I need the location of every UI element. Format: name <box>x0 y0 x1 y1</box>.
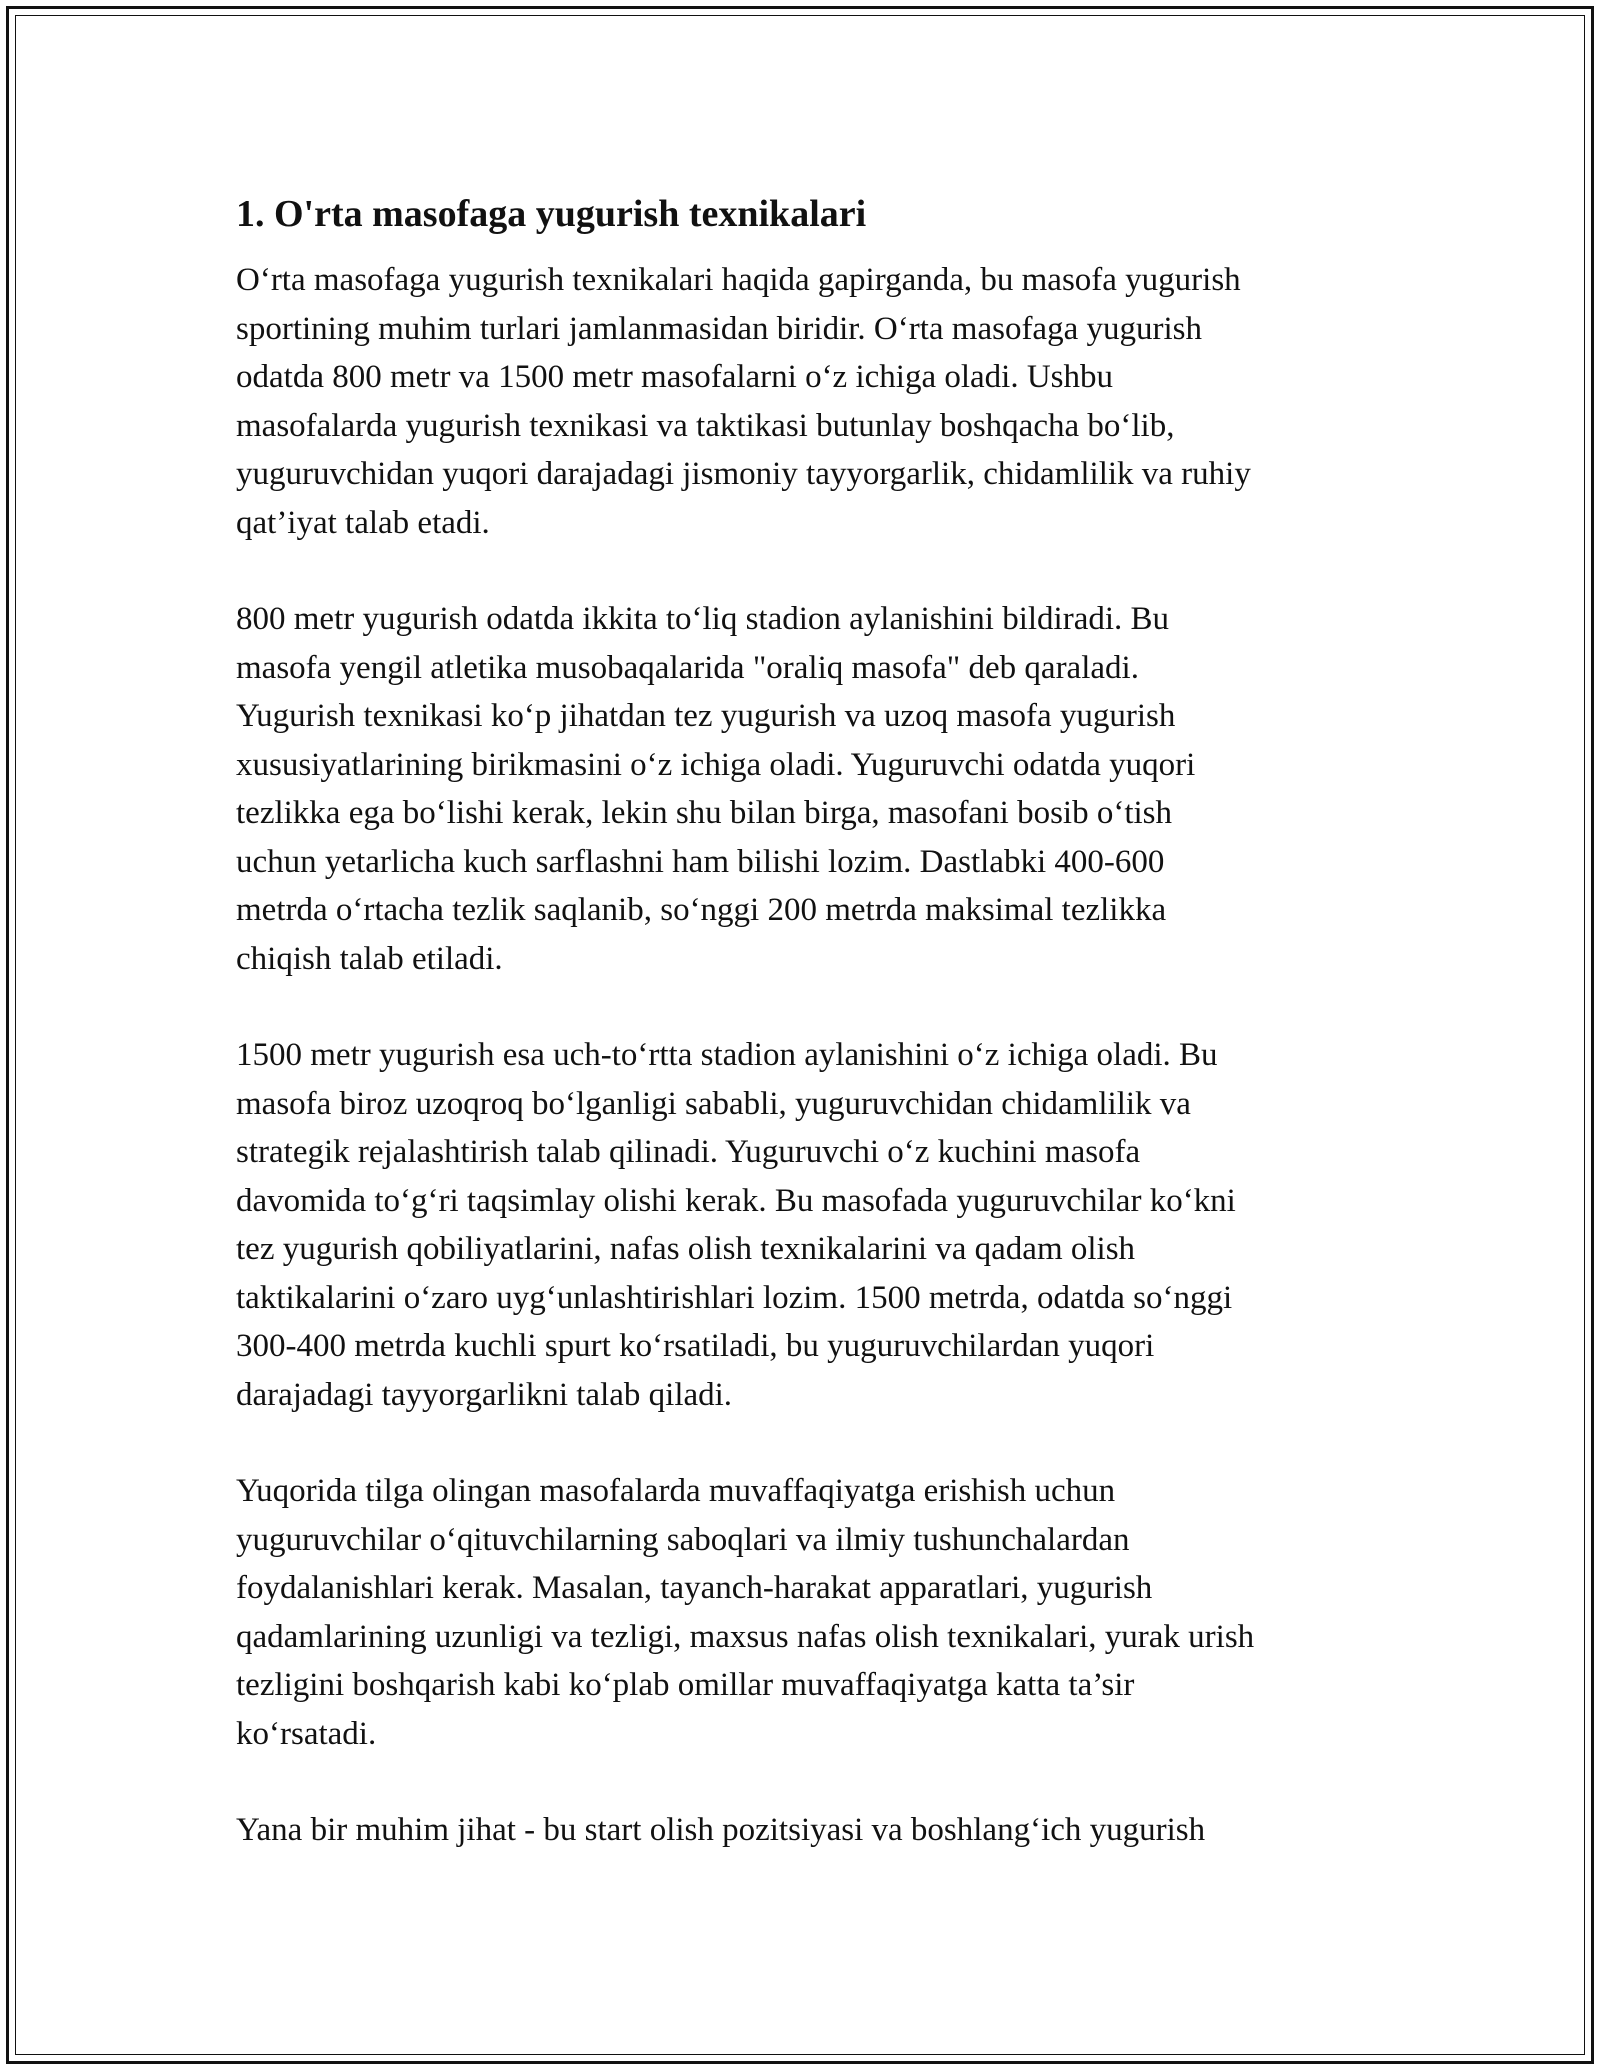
paragraph-line: odatda 800 metr va 1500 metr masofalarni o‘z ichiga oladi. Ushbu <box>236 359 1113 395</box>
paragraph-line: xususiyatlarining birikmasini o‘z ichiga oladi. Yuguruvchi odatda yuqori <box>236 746 1196 783</box>
paragraph-line: tezligini boshqarish kabi ko‘plab omillar muvaffaqiyatga katta ta’sir <box>236 1667 1135 1703</box>
paragraph-4 <box>236 1467 1376 1758</box>
paragraph-1 <box>236 256 1376 547</box>
paragraph-line: yuguruvchilar o‘qituvchilarning saboqlari va ilmiy tushunchalardan <box>236 1521 1130 1558</box>
paragraph-line: Yana bir muhim jihat - bu start olish pozitsiyasi va boshlang‘ich yugurish <box>236 1812 1206 1848</box>
paragraph-line: tez yugurish qobiliyatlarini, nafas olish texnikalarini va qadam olish <box>236 1231 1136 1267</box>
paragraph-line: metrda o‘rtacha tezlik saqlanib, so‘nggi 200 metrda maksimal tezlikka <box>236 892 1167 928</box>
paragraph-line: chiqish talab etiladi. <box>236 940 503 977</box>
paragraph-line: masofalarda yugurish texnikasi va taktikasi butunlay boshqacha bo‘lib, <box>236 407 1175 444</box>
paragraph-line: O‘rta masofaga yugurish texnikalari haqida gapirganda, bu masofa yugurish <box>236 262 1241 298</box>
paragraph-line: tezlikka ega bo‘lishi kerak, lekin shu bilan birga, masofani bosib o‘tish <box>236 795 1173 831</box>
paragraph-line: 800 metr yugurish odatda ikkita to‘liq stadion aylanishini bildiradi. Bu <box>236 601 1170 637</box>
paragraph-line: darajadagi tayyorgarlikni talab qiladi. <box>236 1376 733 1413</box>
paragraph-line: davomida to‘g‘ri taqsimlay olishi kerak. Bu masofada yuguruvchilar ko‘kni <box>236 1182 1236 1219</box>
paragraph-2 <box>236 595 1376 983</box>
paragraph-line: sportining muhim turlari jamlanmasidan biridir. O‘rta masofaga yugurish <box>236 310 1202 347</box>
paragraph-line: taktikalarini o‘zaro uyg‘unlashtirishlari lozim. 1500 metrda, odatda so‘nggi <box>236 1279 1233 1316</box>
document-body <box>236 188 1376 1903</box>
paragraph-line: uchun yetarlicha kuch sarflashni ham bilishi lozim. Dastlabki 400-600 <box>236 843 1165 880</box>
paragraph-line: Yuqorida tilga olingan masofalarda muvaffaqiyatga erishish uchun <box>236 1473 1116 1509</box>
paragraph-line: qat’iyat talab etadi. <box>236 504 490 541</box>
paragraph-5 <box>236 1806 1376 1855</box>
paragraph-line: Yugurish texnikasi ko‘p jihatdan tez yugurish va uzoq masofa yugurish <box>236 698 1176 734</box>
paragraph-3 <box>236 1031 1376 1419</box>
paragraph-line: masofa biroz uzoqroq bo‘lganligi sababli, yuguruvchidan chidamlilik va <box>236 1085 1191 1122</box>
section-heading: 1. O'rta masofaga yugurish texnikalari <box>236 193 867 235</box>
paragraph-line: ko‘rsatadi. <box>236 1715 377 1752</box>
paragraph-line: yuguruvchidan yuqori darajadagi jismoniy tayyorgarlik, chidamlilik va ruhiy <box>236 456 1251 492</box>
paragraph-line: strategik rejalashtirish talab qilinadi. Yuguruvchi o‘z kuchini masofa <box>236 1134 1141 1170</box>
paragraph-line: 1500 metr yugurish esa uch-to‘rtta stadion aylanishini o‘z ichiga oladi. Bu <box>236 1037 1218 1073</box>
paragraph-line: masofa yengil atletika musobaqalarida "oraliq masofa" deb qaraladi. <box>236 649 1139 686</box>
paragraph-line: 300-400 metrda kuchli spurt ko‘rsatiladi, bu yuguruvchilardan yuqori <box>236 1328 1155 1364</box>
paragraph-line: foydalanishlari kerak. Masalan, tayanch-harakat apparatlari, yugurish <box>236 1570 1153 1606</box>
paragraph-line: qadamlarining uzunligi va tezligi, maxsus nafas olish texnikalari, yurak urish <box>236 1618 1255 1655</box>
